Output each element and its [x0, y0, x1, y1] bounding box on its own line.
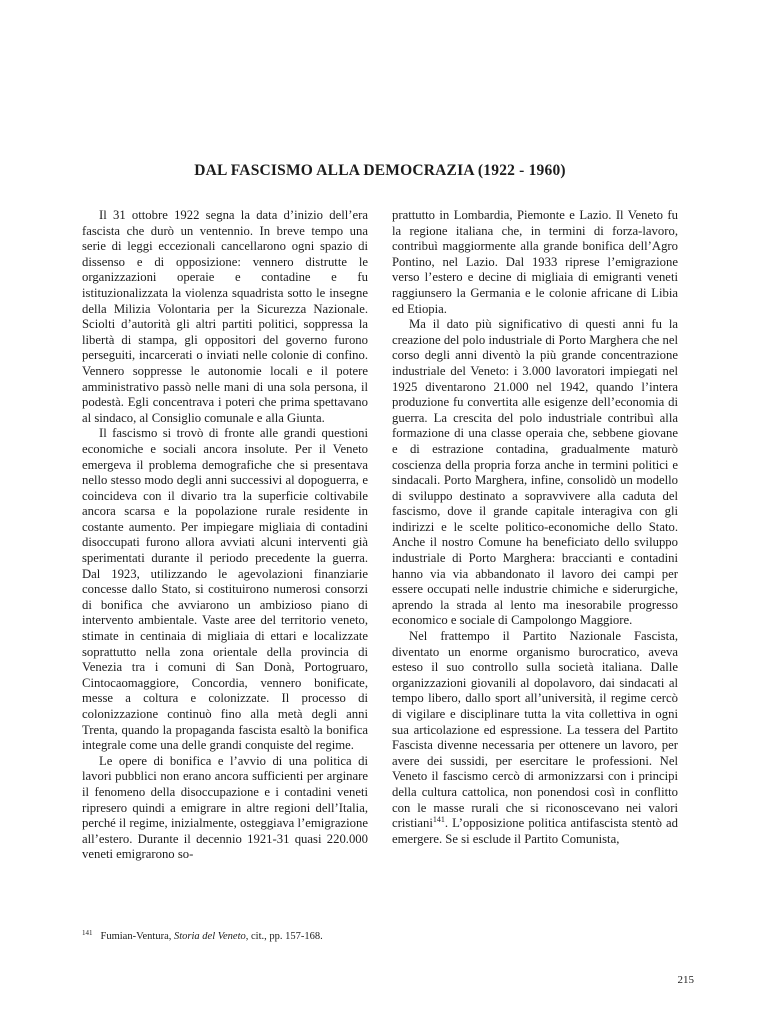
footnote-number: 141 — [82, 928, 93, 937]
footnote-citation: , cit., pp. 157-168. — [245, 931, 323, 942]
footnote-work-title: Storia del Veneto — [174, 931, 246, 942]
page-number: 215 — [677, 974, 694, 986]
footnote-author: Fumian-Ventura, — [100, 931, 174, 942]
footnote — [82, 930, 323, 943]
paragraph: Il 31 ottobre 1922 segna la data d’inizio dell’era fascista che durò un ventennio. In breve tempo una serie di leggi eccezionali cancellarono ogni spazio di dissenso e di opposizione: vennero distrutte le organizzazioni operaie e contadine e fu istituzionalizzata la violenza squadrista sotto le insegne della Milizia Volontaria per la Sicurezza Nazionale. Sciolti d’autorità gli altri partiti politici, soppressa la libertà di stampa, gli oppositori del governo furono perseguiti, incarcerati o inviati nelle colonie di confino. Vennero soppresse le autonomie locali e il potere amministrativo passò nelle mani di una sola persona, il podestà. Egli concentrava i poteri che prima spettavano al sindaco, al Consiglio comunale e alla Giunta. — [82, 208, 368, 425]
paragraph — [392, 629, 678, 847]
left-column — [82, 208, 368, 863]
right-column — [392, 208, 678, 847]
paragraph: prattutto in Lombardia, Piemonte e Lazio. Il Veneto fu la regione italiana che, in termini di forza-lavoro, contribuì maggiormente alla grande bonifica dell’Agro Pontino, nel Lazio. Dal 1933 riprese l’emigrazione verso l’estero e decine di migliaia di emigranti veneti raggiunsero la Germania e le colonie africane di Libia ed Etiopia. — [392, 208, 678, 316]
paragraph-text: Nel frattempo il Partito Nazionale Fascista, diventato un enorme organismo burocratico, aveva esteso il suo controllo sulla società italiana. Dalle organizzazioni giovanili al dopolavoro, dai sindacati al tempo libero, dallo sport all’università, il regime cercò di vigilare e disciplinare tutta la vita collettiva in ogni sua articolazione ed espressione. La tessera del Partito Fascista divenne necessaria per ottenere un lavoro, per avere dei sussidi, per esercitare le professioni. Nel Veneto il fascismo cercò di armonizzarsi con i principi della cultura cattolica, non ponendosi così in conflitto con le masse rurali che si riconoscevano nei valori cristiani — [392, 629, 678, 831]
paragraph-text: . L’opposizione politica antifascista stentò ad emergere. Se si esclude il Partito Comunista, — [392, 816, 678, 846]
paragraph: Le opere di bonifica e l’avvio di una politica di lavori pubblici non erano ancora sufficienti per arginare il fenomeno della disoccupazione e i contadini veneti ripresero quindi a emigrare in altre regioni dell’Italia, perché il regime, inizialmente, osteggiava l’emigrazione all’estero. Durante il decennio 1921-31 quasi 220.000 veneti emigrarono so- — [82, 753, 368, 862]
footnote-reference[interactable]: 141 — [432, 814, 445, 824]
page-title: DAL FASCISMO ALLA DEMOCRAZIA (1922 - 1960) — [194, 162, 566, 179]
paragraph: Ma il dato più significativo di questi anni fu la creazione del polo industriale di Porto Marghera che nel corso degli anni diventò la più grande concentrazione industriale del Veneto: i 3.000 lavoratori impiegati nel 1925 diventarono 21.000 nel 1942, quando l’intera produzione fu convertita alle esigenze dell’economia di guerra. La crescita del polo industriale contribuì alla formazione di una classe operaia che, sebbene giovane e di estrazione contadina, gradualmente maturò coscienza della propria forza anche in termini politici e sindacali. Porto Marghera, infine, consolidò un modello di sviluppo destinato a sopravvivere alla caduta del fascismo, dove il grande capitale interagiva con gli indirizzi e le scelte politico-economiche dello Stato. Anche il nostro Comune ha beneficiato dello sviluppo industriale di Porto Marghera: braccianti e contadini hanno via via abbandonato il lavoro dei campi per essere occupati nelle industrie chimiche e siderurgiche, aprendo la strada al lento ma inesorabile progresso economico e sociale di Campolongo Maggiore. — [392, 317, 678, 628]
paragraph: Il fascismo si trovò di fronte alle grandi questioni economiche e sociali ancora insolute. Per il Veneto emergeva il problema demografiche che si presentava nello stesso modo degli anni successivi al dopoguerra, e coincideva con il divario tra la superficie coltivabile ancora scarsa e la popolazione rurale residente in costante aumento. Per impiegare migliaia di contadini disoccupati furono allora avviati alcuni interventi già sperimentati durante il periodo precedente la guerra. Dal 1923, utilizzando le agevolazioni finanziarie concesse dallo Stato, si costituirono numerosi consorzi di bonifica che avviarono un ambizioso piano di intervento ambientale. Vaste aree del territorio veneto, stimate in centinaia di migliaia di ettari e localizzate soprattutto nella zona orientale della provincia di Venezia tra i comuni di San Donà, Portogruaro, Cintocaomaggiore, Concordia, vennero bonificate, messe a coltura e colonizzate. Il processo di colonizzazione continuò fino alla metà degli anni Trenta, quando la propaganda fascista esaltò la bonifica integrale come una delle grandi conquiste del regime. — [82, 426, 368, 753]
